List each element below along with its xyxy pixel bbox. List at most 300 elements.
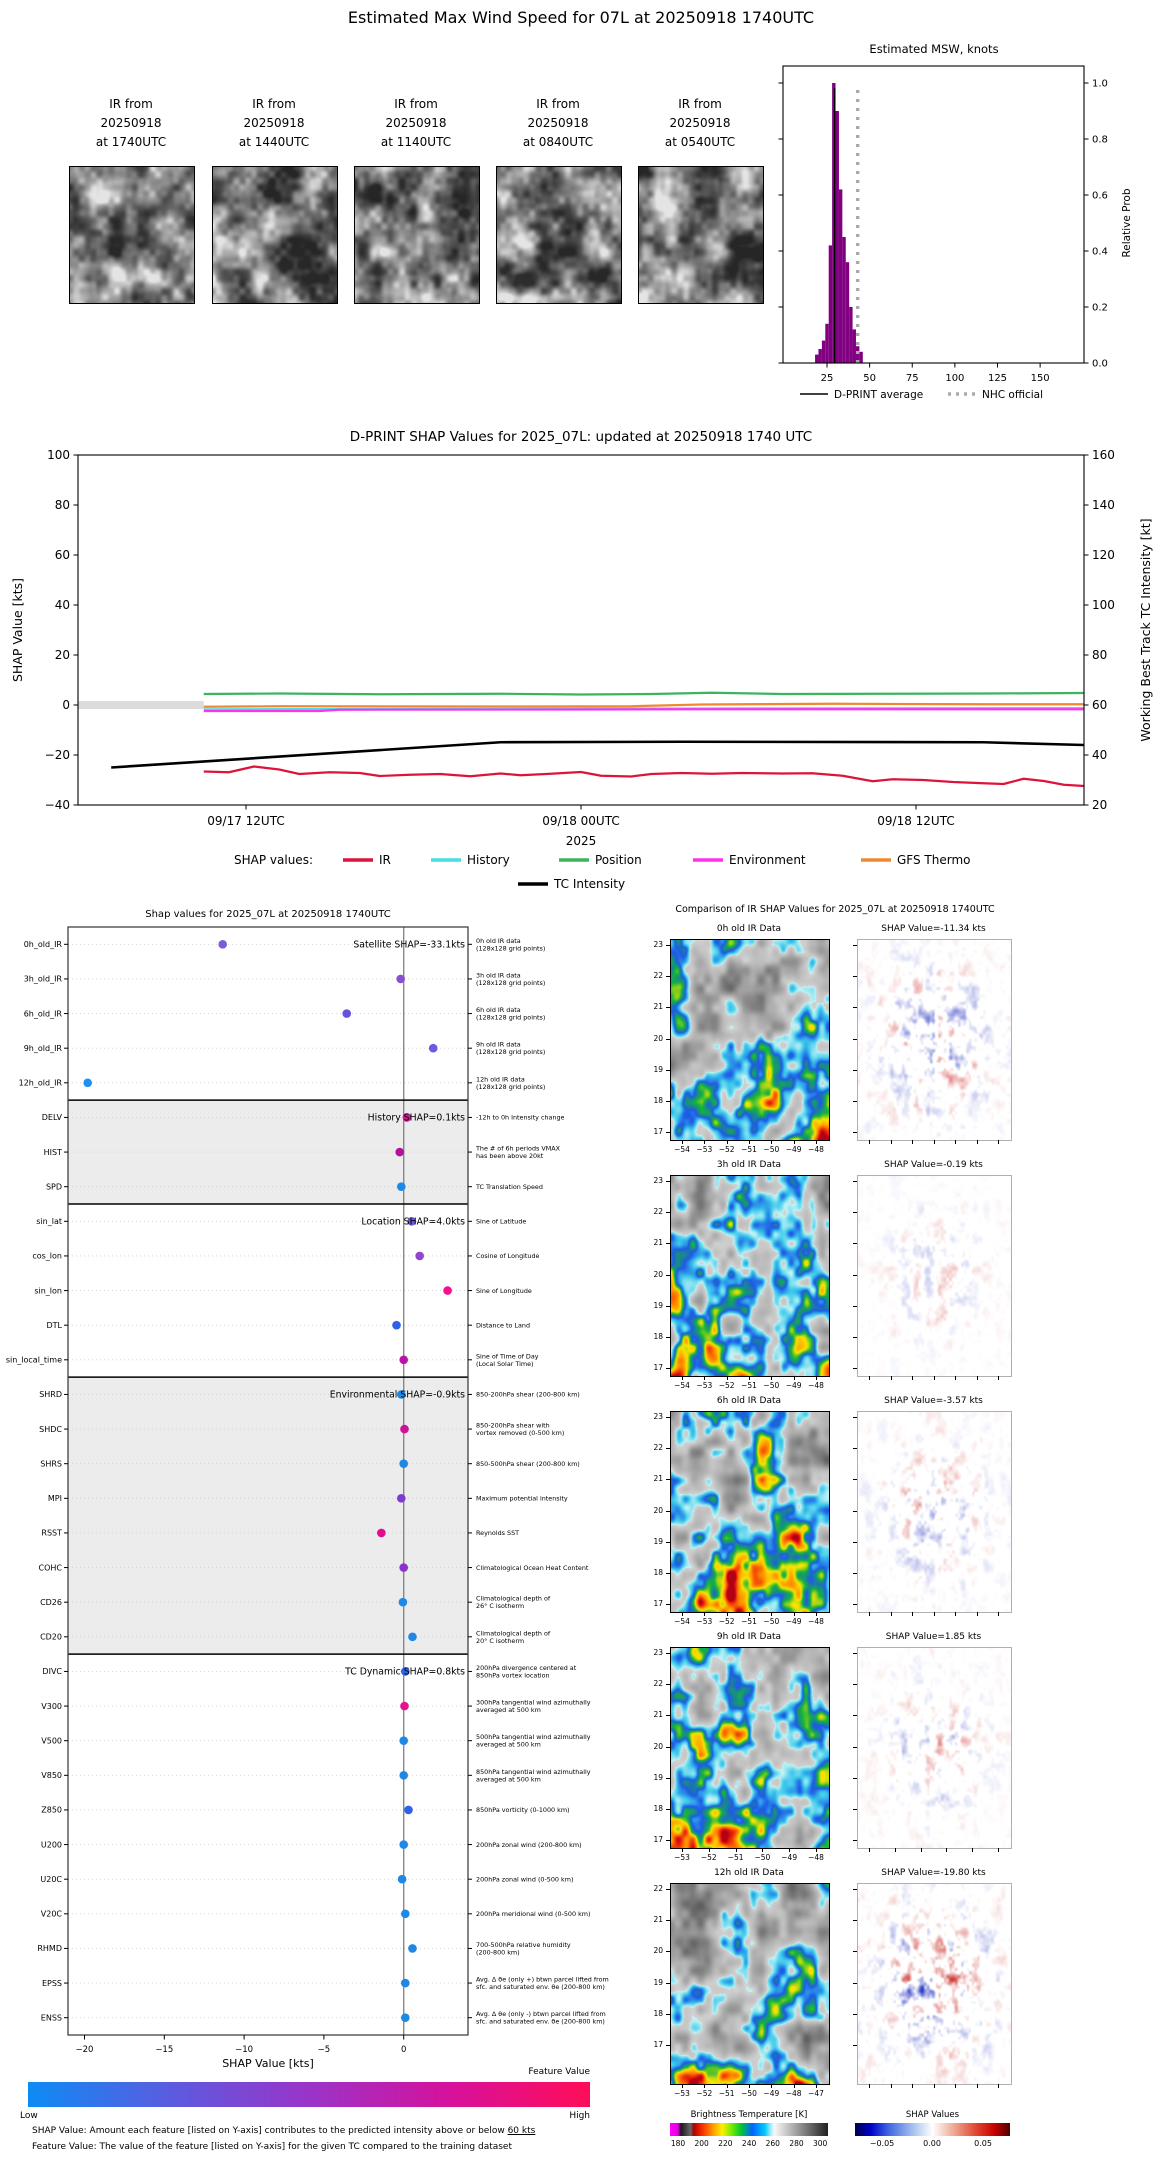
timeseries-xtick: 09/18 00UTC: [542, 814, 620, 828]
shap-lon-tick: [912, 2084, 913, 2088]
feature-desc: (128x128 grid points): [476, 1048, 546, 1057]
shap-dot-cos_lon: [415, 1252, 424, 1261]
feature-desc: Distance to Land: [476, 1321, 531, 1330]
feature-value-high-label: High: [569, 2111, 590, 2121]
shap-lat-tick: [853, 945, 857, 946]
lat-tick-label: 20: [653, 1741, 663, 1751]
lat-tick-label: 17: [653, 1599, 663, 1609]
lon-tick-label: −53: [696, 1145, 713, 1154]
lon-tick-label: −53: [696, 1381, 713, 1390]
shap-lat-tick: [853, 2045, 857, 2046]
ir-data-map: [670, 939, 830, 1141]
right-ylabel: Working Best Track TC Intensity [kt]: [1138, 518, 1153, 742]
lat-tick: [666, 1417, 670, 1418]
lat-tick: [666, 1951, 670, 1952]
shap-dot-EPSS: [401, 1979, 410, 1988]
shap-lat-tick: [853, 1840, 857, 1841]
lon-tick: [771, 1376, 772, 1380]
ir-data-map: [670, 1411, 830, 1613]
shap-lat-tick: [853, 1479, 857, 1480]
shap-dot-3h_old_IR: [396, 975, 405, 984]
lat-tick: [666, 1007, 670, 1008]
brightness-temperature-colorbar-title: Brightness Temperature [K]: [690, 2110, 808, 2120]
histogram-ytick: 0.2: [1092, 302, 1108, 314]
feature-label-SHRD: SHRD: [39, 1390, 62, 1400]
shap-lon-tick: [955, 2084, 956, 2088]
feature-desc: (128x128 grid points): [476, 1013, 546, 1022]
shap-lat-tick: [853, 1368, 857, 1369]
histogram-bar: [859, 352, 862, 363]
shap-value-map: [857, 1647, 1012, 1849]
feature-label-DTL: DTL: [46, 1320, 62, 1330]
shap-dot-ENSS: [401, 2013, 410, 2022]
shap-lon-tick: [869, 1612, 870, 1616]
lat-tick: [666, 1920, 670, 1921]
shap-lon-tick: [891, 2084, 892, 2088]
lon-tick: [749, 2084, 750, 2088]
lat-tick-label: 22: [653, 1207, 663, 1217]
shap-lat-tick: [853, 1181, 857, 1182]
ir-thumbnail-label: IR from 20250918 at 1740UTC: [95, 97, 167, 149]
shap-value-map: [857, 1411, 1012, 1613]
shap-dot-12h_old_IR: [83, 1079, 92, 1088]
shap-dot-6h_old_IR: [342, 1009, 351, 1018]
feature-desc: (Local Solar Time): [476, 1359, 534, 1368]
shap-dot-V20C: [401, 1910, 410, 1919]
feature-desc: (128x128 grid points): [476, 978, 546, 987]
lat-tick-label: 18: [653, 1332, 663, 1341]
ir-thumbnail-image: [496, 166, 622, 304]
feature-desc: Cosine of Longitude: [476, 1252, 540, 1261]
shap-dot-9h_old_IR: [429, 1044, 438, 1053]
feature-value-colorbar-title: Feature Value: [528, 2067, 590, 2077]
lon-tick-label: −48: [808, 1381, 824, 1390]
lon-tick: [727, 1612, 728, 1616]
histogram-ytick: 0.6: [1092, 190, 1108, 202]
shap-lon-tick: [977, 1612, 978, 1616]
lat-tick-label: 18: [653, 1568, 663, 1577]
shap-values-colorbar: [855, 2123, 1010, 2136]
lat-tick-label: 23: [653, 1412, 663, 1421]
lon-tick: [816, 2084, 817, 2088]
shap-dot-Z850: [404, 1806, 413, 1815]
shap-dotplot: [0, 905, 660, 2080]
feature-desc: 850-500hPa shear (200-800 km): [476, 1459, 580, 1468]
feature-desc: (200-800 km): [476, 1948, 520, 1957]
lon-tick: [771, 1140, 772, 1144]
histogram-ytick: 1.0: [1092, 78, 1108, 90]
lat-tick-label: 18: [653, 1096, 663, 1105]
histogram-bar: [849, 307, 852, 363]
feature-desc: 9h old IR data: [476, 1040, 521, 1049]
lon-tick-label: −50: [763, 1381, 780, 1390]
feature-desc: Climatological depth of: [476, 1629, 551, 1638]
timeseries-xtick: 09/18 12UTC: [877, 814, 955, 828]
year-label: 2025: [565, 834, 597, 848]
feature-desc: 500hPa tangential wind azimuthally: [476, 1733, 591, 1742]
feature-desc: 300hPa tangential wind azimuthally: [476, 1698, 591, 1707]
legend-position: Position: [595, 853, 642, 867]
legend-dprint-average: D-PRINT average: [834, 389, 924, 401]
histogram-xtick: 150: [1030, 373, 1050, 384]
feature-desc: Avg. Δ θe (only +) btwn parcel lifted from: [476, 1975, 609, 1984]
feature-label-sin_local_time: sin_local_time: [5, 1355, 62, 1365]
shap-lat-tick: [853, 1243, 857, 1244]
shap-dot-U20C: [398, 1875, 407, 1884]
histogram-bar: [815, 355, 818, 363]
shap-dot-HIST: [395, 1148, 404, 1157]
lat-tick-label: 21: [653, 1002, 663, 1012]
lon-tick-label: −50: [763, 1617, 780, 1626]
feature-desc: Climatological depth of: [476, 1594, 551, 1603]
feature-label-CD26: CD26: [40, 1597, 62, 1607]
shap-lat-tick: [853, 976, 857, 977]
feature-desc: averaged at 500 km: [476, 1740, 541, 1749]
feature-desc: 850hPa vorticity (0-1000 km): [476, 1806, 570, 1815]
lon-tick: [704, 1376, 705, 1380]
shap-lat-tick: [853, 1275, 857, 1276]
comparison-ir-title: 9h old IR Data: [716, 1632, 782, 1642]
timeseries-title: D-PRINT SHAP Values for 2025_07L: updated at 20250918 1740 UTC: [349, 429, 813, 445]
lon-tick: [749, 1376, 750, 1380]
lon-tick-label: −48: [808, 1853, 824, 1862]
lon-tick: [816, 1140, 817, 1144]
shap-lat-tick: [853, 1542, 857, 1543]
lon-tick: [816, 1376, 817, 1380]
shap-dot-RSST: [377, 1529, 386, 1538]
lat-tick-label: 23: [653, 1648, 663, 1657]
left-ytick: 20: [54, 648, 70, 662]
lat-tick: [666, 1604, 670, 1605]
msw-histogram: [740, 40, 1168, 420]
feature-label-RSST: RSST: [41, 1528, 62, 1538]
feature-desc: Climatological Ocean Heat Content: [476, 1563, 589, 1572]
comparison-shap-title: SHAP Value=-19.80 kts: [881, 1868, 986, 1878]
feature-label-U20C: U20C: [40, 1874, 62, 1884]
lat-tick-label: 22: [653, 971, 663, 981]
footnote-shap-value: SHAP Value: Amount each feature [listed on Y-axis] contributes to the predicted intensity above or below 60 kts: [32, 2126, 536, 2136]
feature-desc: The # of 6h periods VMAX: [476, 1144, 560, 1153]
lat-tick-label: 21: [653, 1710, 663, 1720]
shap-lat-tick: [853, 1101, 857, 1102]
lon-tick: [771, 1612, 772, 1616]
shap-dot-V300: [400, 1702, 409, 1711]
shap-lon-tick: [955, 1140, 956, 1144]
shap-lon-tick: [869, 2084, 870, 2088]
feature-desc: (128x128 grid points): [476, 944, 546, 953]
feature-label-0h_old_IR: 0h_old_IR: [23, 940, 62, 950]
lon-tick: [794, 2084, 795, 2088]
comparison-shap-title: SHAP Value=-11.34 kts: [881, 924, 986, 934]
lat-tick: [666, 1684, 670, 1685]
left-ylabel: SHAP Value [kts]: [10, 577, 25, 683]
shap-lon-tick: [972, 1848, 973, 1852]
comparison-shap-title: SHAP Value=1.85 kts: [885, 1632, 982, 1642]
shap-lat-tick: [853, 1448, 857, 1449]
feature-label-V500: V500: [41, 1736, 62, 1746]
comparison-ir-title: 3h old IR Data: [716, 1160, 782, 1170]
bt-tick-label: 220: [718, 2139, 733, 2148]
feature-label-MPI: MPI: [47, 1494, 62, 1504]
feature-desc: 850-200hPa shear (200-800 km): [476, 1390, 580, 1399]
feature-label-6h_old_IR: 6h_old_IR: [23, 1009, 62, 1019]
feature-desc: 850hPa tangential wind azimuthally: [476, 1767, 591, 1776]
right-ytick: 120: [1092, 548, 1115, 562]
lon-tick: [727, 1376, 728, 1380]
lon-tick-label: −48: [785, 2089, 802, 2098]
lon-tick-label: −51: [741, 1145, 757, 1154]
shap-lon-tick: [977, 1140, 978, 1144]
shap-lat-tick: [853, 1715, 857, 1716]
shap-dot-V850: [399, 1771, 408, 1780]
lon-tick-label: −51: [741, 1617, 757, 1626]
lat-tick-label: 20: [653, 1946, 663, 1956]
lat-tick: [666, 1448, 670, 1449]
histogram-xtick: 100: [945, 373, 965, 384]
ir-data-map: [670, 1647, 830, 1849]
shap-lat-tick: [853, 1306, 857, 1307]
series-gfs-thermo: [204, 704, 1084, 707]
feature-label-DELV: DELV: [41, 1113, 62, 1123]
feature-desc: Sine of Longitude: [476, 1286, 532, 1295]
shap-lon-tick: [998, 1376, 999, 1380]
shap-dot-sin_lon: [443, 1286, 452, 1295]
lat-tick: [666, 1573, 670, 1574]
feature-label-U200: U200: [40, 1840, 62, 1850]
shap-lon-tick: [998, 1848, 999, 1852]
lon-tick-label: −54: [674, 1381, 690, 1390]
lon-tick-label: −49: [785, 1145, 802, 1154]
section-label: Location SHAP=4.0kts: [361, 1216, 465, 1228]
series-tc-intensity: [111, 742, 1084, 768]
lat-tick-label: 20: [653, 1269, 663, 1279]
section-label: Satellite SHAP=-33.1kts: [353, 939, 465, 951]
legend-environment: Environment: [729, 853, 806, 867]
lon-tick: [704, 1140, 705, 1144]
shap-lon-tick: [934, 1376, 935, 1380]
shap-dot-SHRS: [399, 1459, 408, 1468]
feature-label-SHRS: SHRS: [40, 1459, 62, 1469]
lat-tick: [666, 1243, 670, 1244]
lon-tick-label: −53: [674, 2089, 690, 2098]
feature-label-V300: V300: [41, 1701, 62, 1711]
dotplot-xtick: −10: [235, 2045, 254, 2055]
lon-tick-label: −51: [718, 2089, 735, 2098]
ir-thumbnail-label: IR from 20250918 at 1140UTC: [380, 97, 452, 149]
lon-tick: [816, 1612, 817, 1616]
series-environment: [204, 709, 1084, 711]
shap-lat-tick: [853, 1684, 857, 1685]
shap-lon-tick: [998, 2084, 999, 2088]
shap-cb-tick-label: 0.00: [923, 2139, 941, 2148]
shap-lon-tick: [934, 2084, 935, 2088]
ir-thumbnail-label: IR from 20250918 at 0840UTC: [522, 97, 594, 149]
feature-label-SHDC: SHDC: [39, 1424, 62, 1434]
lon-tick-label: −49: [763, 2089, 780, 2098]
lon-tick: [682, 1612, 683, 1616]
lat-tick: [666, 945, 670, 946]
feature-desc: sfc. and saturated env. θe (200-800 km): [476, 1983, 605, 1992]
lat-tick-label: 21: [653, 1915, 663, 1925]
shap-dot-V500: [399, 1736, 408, 1745]
feature-desc: 200hPa divergence centered at: [476, 1663, 577, 1672]
feature-label-DIVC: DIVC: [42, 1667, 62, 1677]
bt-tick-label: 180: [670, 2139, 686, 2148]
shap-lon-tick: [921, 1848, 922, 1852]
right-ytick: 80: [1092, 648, 1108, 662]
lon-tick: [789, 1848, 790, 1852]
feature-label-COHC: COHC: [38, 1563, 62, 1573]
comparison-ir-title: 6h old IR Data: [716, 1396, 782, 1406]
shap-dot-U200: [399, 1840, 408, 1849]
shap-lon-tick: [946, 1848, 947, 1852]
lon-tick-label: −48: [808, 1617, 824, 1626]
lat-tick: [666, 1101, 670, 1102]
lon-tick-label: −51: [727, 1853, 744, 1862]
dotplot-xtick: −15: [155, 2045, 174, 2055]
lat-tick: [666, 1212, 670, 1213]
dotplot-xlabel: SHAP Value [kts]: [222, 2057, 314, 2070]
legend-prefix: SHAP values:: [234, 853, 313, 867]
lat-tick: [666, 1983, 670, 1984]
section-label: History SHAP=0.1kts: [367, 1112, 465, 1124]
series-position: [204, 693, 1084, 695]
lat-tick: [666, 1070, 670, 1071]
lat-tick: [666, 1715, 670, 1716]
histogram-bar: [846, 262, 849, 363]
lat-tick: [666, 1542, 670, 1543]
lon-tick: [727, 2084, 728, 2088]
bt-tick-label: 300: [813, 2139, 828, 2148]
footnote-feature-value: Feature Value: The value of the feature [listed on Y-axis] for the given TC compared to the training dataset: [32, 2142, 513, 2152]
feature-desc: 3h old IR data: [476, 971, 521, 980]
right-ytick: 160: [1092, 448, 1115, 462]
shap-lat-tick: [853, 1983, 857, 1984]
lat-tick-label: 17: [653, 1363, 663, 1373]
lon-tick-label: −54: [674, 1617, 690, 1626]
feature-desc: TC Translation Speed: [476, 1182, 543, 1191]
lon-tick-label: −52: [696, 2089, 713, 2098]
lon-tick: [704, 2084, 705, 2088]
feature-label-Z850: Z850: [41, 1805, 62, 1815]
feature-desc: Maximum potential intensity: [476, 1494, 568, 1503]
lon-tick: [771, 2084, 772, 2088]
shap-lon-tick: [895, 1848, 896, 1852]
lon-tick-label: −53: [674, 1853, 690, 1862]
feature-desc: 200hPa zonal wind (0-500 km): [476, 1875, 574, 1884]
feature-label-sin_lon: sin_lon: [34, 1286, 62, 1296]
histogram-ytick: 0.4: [1092, 246, 1108, 258]
shap-lon-tick: [977, 1376, 978, 1380]
series-ir: [204, 767, 1084, 787]
lat-tick: [666, 1275, 670, 1276]
lat-tick-label: 19: [653, 1064, 663, 1074]
lon-tick: [762, 1848, 763, 1852]
lat-tick-label: 17: [653, 1127, 663, 1137]
feature-label-V20C: V20C: [40, 1909, 62, 1919]
timeseries-frame: [78, 455, 1084, 805]
right-ytick: 100: [1092, 598, 1115, 612]
histogram-ytick: 0.0: [1092, 358, 1108, 370]
feature-desc: Avg. Δ θe (only -) btwn parcel lifted from: [476, 2010, 606, 2019]
histogram-bar: [818, 349, 821, 363]
lat-tick: [666, 1747, 670, 1748]
feature-desc: averaged at 500 km: [476, 1775, 541, 1784]
lon-tick: [816, 1848, 817, 1852]
lat-tick-label: 19: [653, 1300, 663, 1310]
feature-desc: Sine of Latitude: [476, 1217, 527, 1226]
left-ytick: −40: [44, 798, 70, 812]
left-ytick: 40: [54, 598, 70, 612]
feature-desc: 0h old IR data: [476, 936, 521, 945]
shap-lat-tick: [853, 1809, 857, 1810]
ir-thumbnail-image: [69, 166, 195, 304]
feature-desc: 20° C isotherm: [476, 1636, 525, 1645]
comparison-ir-title: 12h old IR Data: [714, 1868, 784, 1878]
shap-lat-tick: [853, 1132, 857, 1133]
shap-lat-tick: [853, 1417, 857, 1418]
histogram-xtick: 75: [905, 373, 919, 384]
lon-tick-label: −52: [718, 1617, 735, 1626]
feature-label-SPD: SPD: [45, 1182, 62, 1192]
lat-tick-label: 20: [653, 1505, 663, 1515]
shap-dot-CD26: [399, 1598, 408, 1607]
bt-tick-label: 200: [694, 2139, 709, 2148]
feature-desc: 850-200hPa shear with: [476, 1421, 550, 1430]
lon-tick: [682, 2084, 683, 2088]
shap-cb-tick-label: 0.05: [974, 2139, 992, 2148]
shap-values-colorbar-title: SHAP Values: [905, 2110, 960, 2120]
histogram-xtick: 125: [987, 373, 1008, 384]
feature-desc: has been above 20kt: [476, 1152, 544, 1161]
shap-lon-tick: [912, 1612, 913, 1616]
lon-tick-label: −52: [700, 1853, 717, 1862]
dotplot-xtick: −5: [317, 2045, 331, 2055]
right-ytick: 140: [1092, 498, 1115, 512]
feature-label-CD20: CD20: [40, 1632, 62, 1642]
lon-tick: [727, 1140, 728, 1144]
lon-tick: [794, 1612, 795, 1616]
histogram-bar: [839, 189, 842, 363]
histogram-title: Estimated MSW, knots: [869, 42, 999, 56]
lat-tick: [666, 1368, 670, 1369]
lat-tick: [666, 1653, 670, 1654]
feature-value-colorbar: [28, 2082, 590, 2107]
left-ytick: 0: [62, 698, 70, 712]
shap-lat-tick: [853, 1007, 857, 1008]
lat-tick-label: 22: [653, 1884, 663, 1893]
lat-tick: [666, 976, 670, 977]
shap-dot-0h_old_IR: [218, 940, 227, 949]
lat-tick-label: 21: [653, 1238, 663, 1248]
lon-tick: [736, 1848, 737, 1852]
right-ytick: 60: [1092, 698, 1108, 712]
feature-label-sin_lat: sin_lat: [36, 1217, 62, 1227]
feature-label-RHMD: RHMD: [37, 1944, 62, 1954]
shap-dot-DTL: [392, 1321, 401, 1330]
lat-tick-label: 17: [653, 1835, 663, 1845]
shap-lat-tick: [853, 1747, 857, 1748]
lat-tick: [666, 1511, 670, 1512]
lon-tick: [682, 1140, 683, 1144]
shap-lat-tick: [853, 1573, 857, 1574]
lon-tick-label: −47: [808, 2089, 824, 2098]
section-shading: [68, 1377, 468, 1654]
lat-tick-label: 23: [653, 1176, 663, 1185]
shap-dot-SPD: [397, 1182, 406, 1191]
zero-band: [78, 701, 204, 709]
lat-tick: [666, 2014, 670, 2015]
